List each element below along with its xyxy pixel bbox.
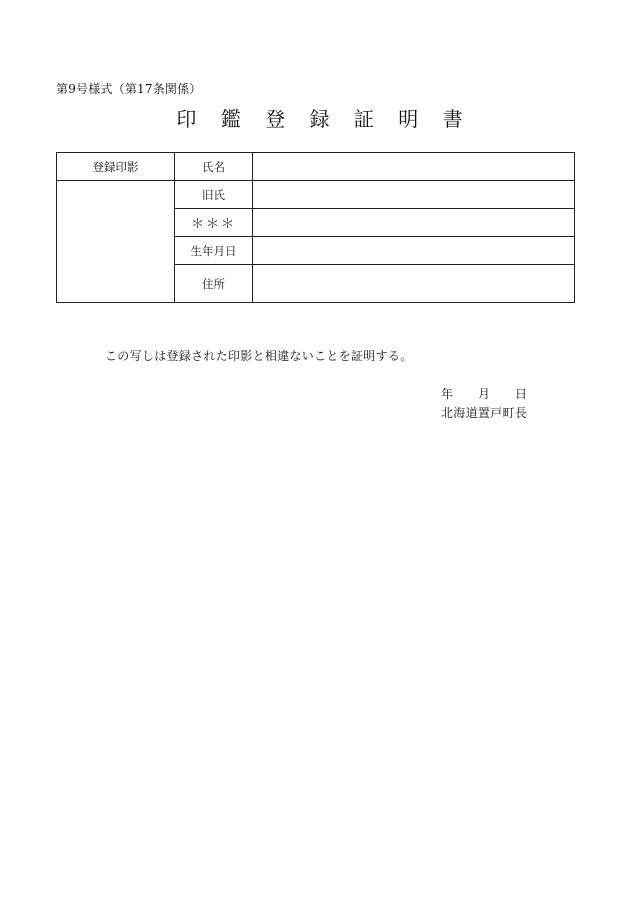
- name-value: [253, 153, 575, 181]
- seal-header: 登録印影: [57, 153, 175, 181]
- certification-statement: この写しは登録された印影と相違ないことを証明する。: [105, 349, 413, 363]
- birthdate-label: 生年月日: [175, 237, 253, 265]
- seal-impression-area: [57, 181, 175, 303]
- table-row-name: [57, 153, 575, 181]
- name-label: 氏名: [175, 153, 253, 181]
- masked-value: [253, 209, 575, 237]
- form-number: 第9号様式（第17条関係）: [56, 82, 202, 96]
- former-surname-value: [253, 181, 575, 209]
- masked-label: ＊＊＊: [175, 209, 253, 237]
- former-surname-label: 旧氏: [175, 181, 253, 209]
- date-day: 日: [515, 387, 528, 401]
- document-title: 印 鑑 登 録 証 明 書: [176, 107, 472, 131]
- date-month: 月: [478, 387, 491, 401]
- table-row-former-surname: [57, 181, 575, 209]
- address-label: 住所: [175, 265, 253, 303]
- address-value: [253, 265, 575, 303]
- registration-table: [56, 152, 575, 303]
- date-year: 年: [441, 387, 454, 401]
- birthdate-value: [253, 237, 575, 265]
- issue-date: [441, 385, 527, 402]
- issuer-name: 北海道置戸町長: [441, 406, 528, 420]
